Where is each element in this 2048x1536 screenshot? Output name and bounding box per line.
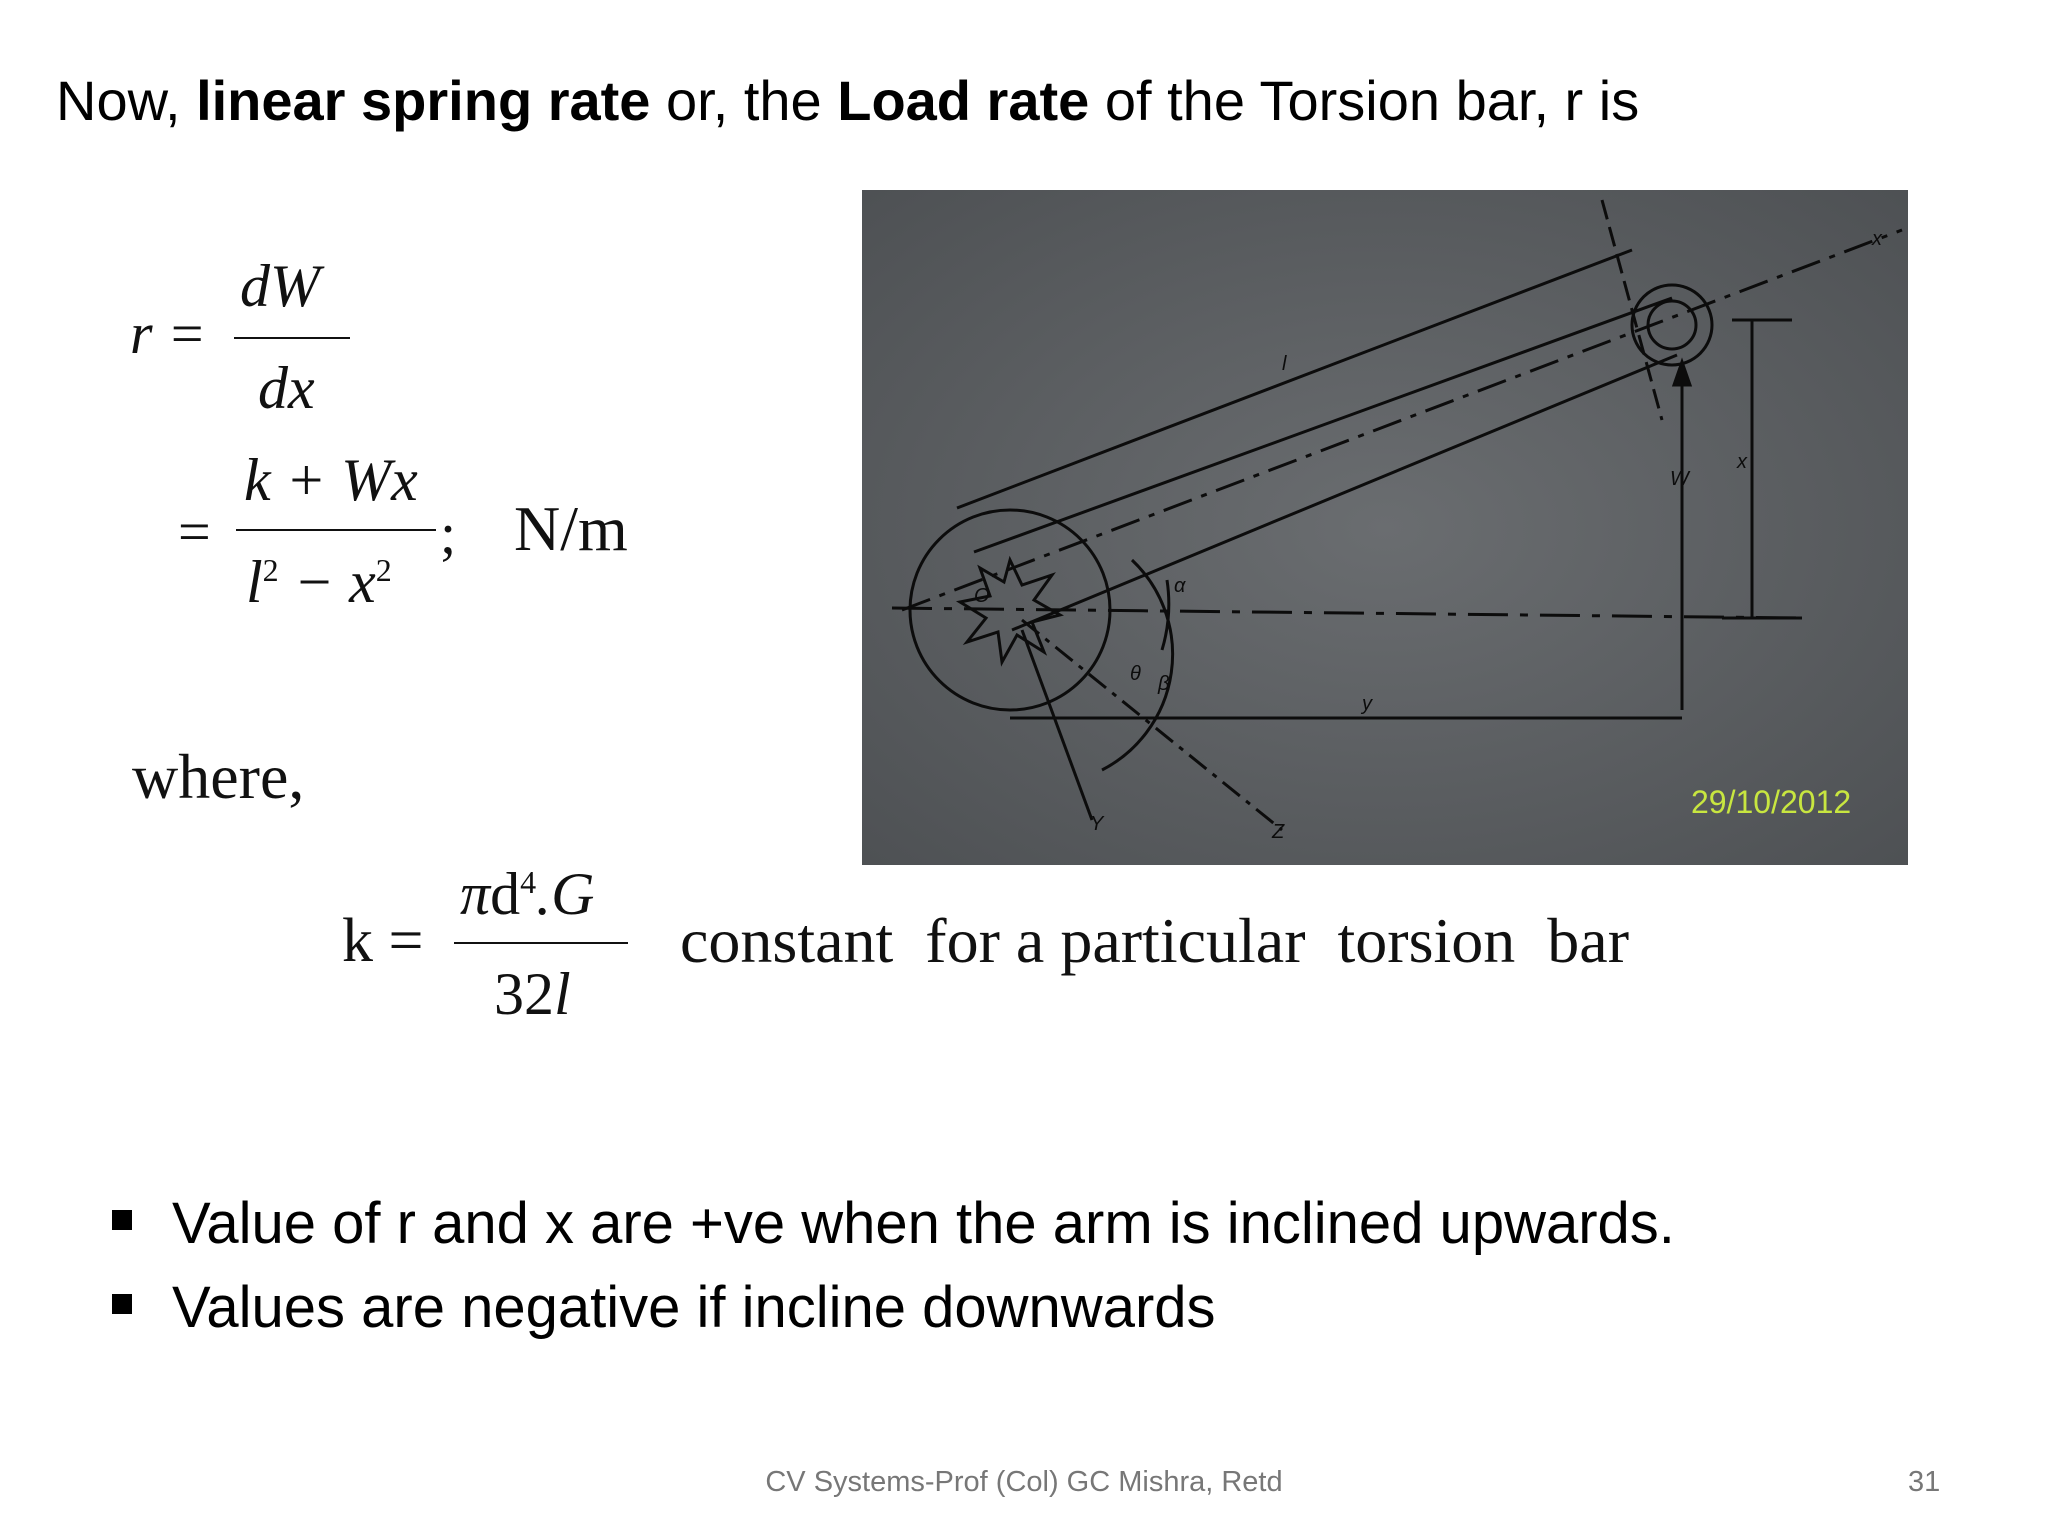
equation2-semicolon: ; [440, 501, 457, 566]
figure-label-x2: x [1737, 451, 1747, 473]
equation2-numerator: k + Wx [244, 447, 418, 513]
figure-label-l: l [1282, 353, 1287, 375]
title-bold-load-rate: Load rate [837, 69, 1090, 132]
equation1-numerator: dW [240, 253, 320, 319]
figure-label-alpha: α [1174, 575, 1186, 597]
slide-footer: CV Systems-Prof (Col) GC Mishra, Retd [765, 1466, 1283, 1498]
equation1-denominator: dx [258, 355, 315, 421]
k-num-rest: .G [536, 861, 595, 927]
k-numerator [460, 860, 594, 929]
figure-label-beta: β [1158, 673, 1170, 695]
figure-label-Y: Y [1090, 813, 1104, 835]
equation2-den-exp1: 2 [262, 552, 279, 588]
figure-label-y: y [1362, 693, 1372, 715]
equation2-den-exp2: 2 [375, 552, 392, 588]
equation2-equals: = [178, 499, 211, 564]
equation2-unit: N/m [514, 493, 628, 564]
equation2-fraction-bar [236, 529, 436, 531]
k-num-d: d [490, 861, 521, 927]
torsion-bar-diagram [862, 190, 1908, 865]
figure-label-x: x [1872, 228, 1882, 250]
figure-label-Z: Z [1272, 821, 1285, 843]
figure-label-theta: θ [1130, 663, 1141, 685]
bullet-marker-2 [112, 1294, 132, 1314]
k-denominator [494, 960, 571, 1029]
title-part-2: or, the [650, 69, 838, 132]
bullet-marker-1 [112, 1210, 132, 1230]
figure-label-w: W [1670, 468, 1689, 490]
k-lhs: k = [342, 907, 424, 975]
k-num-exponent: 4 [520, 864, 537, 900]
k-den-number: 32 [494, 961, 554, 1027]
equation2-den-l: l [246, 549, 263, 615]
k-description: constant for a particular torsion bar [680, 905, 1629, 976]
slide-page-number: 31 [1908, 1466, 1941, 1498]
torsion-bar-figure [862, 190, 1908, 865]
k-fraction-bar [454, 942, 628, 944]
title-bold-linear-spring-rate: linear spring rate [196, 69, 651, 132]
equation2-denominator [246, 548, 392, 617]
where-label: where, [132, 741, 305, 812]
equation1-fraction-bar [234, 337, 350, 339]
equation2-den-mid: − x [278, 549, 376, 615]
k-den-l: l [554, 961, 571, 1027]
equation1-lhs: r = [130, 301, 207, 366]
bullet-item-1: Value of r and x are +ve when the arm is inclined upwards. [172, 1191, 1675, 1256]
slide-title [56, 68, 1639, 133]
figure-label-o: O [974, 585, 990, 607]
bullet-item-2: Values are negative if incline downwards [172, 1275, 1216, 1340]
title-part-1: Now, [56, 69, 197, 132]
figure-date-stamp: 29/10/2012 [1691, 784, 1852, 820]
title-part-3: of the Torsion bar, r is [1089, 69, 1640, 132]
k-num-pi: π [460, 861, 491, 927]
